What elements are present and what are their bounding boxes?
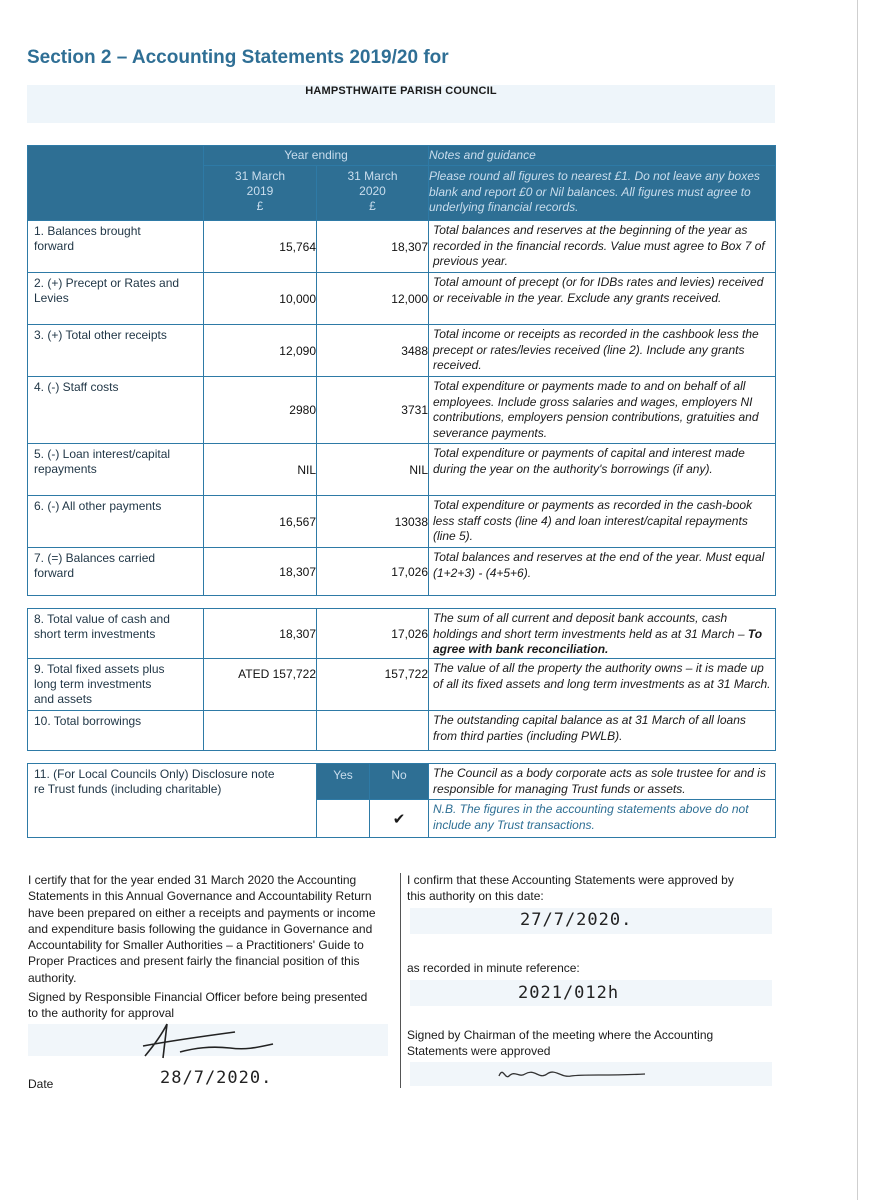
value-2019: 15,764 — [204, 221, 317, 273]
table-row — [28, 273, 776, 325]
value-2019: 12,090 — [204, 325, 317, 377]
value-2019: 18,307 — [204, 548, 317, 596]
row-label: 10. Total borrowings — [28, 711, 204, 751]
tick-icon: ✔ — [392, 810, 406, 828]
confirm-text: I confirm that these Accounting Statements were approved by this authority on this date: — [407, 873, 734, 904]
accounting-statements-table — [27, 145, 776, 596]
table-row — [28, 711, 776, 751]
page-edge — [857, 0, 858, 1200]
minute-reference: 2021/012h — [518, 983, 620, 1003]
value-2020: 3488 — [317, 325, 429, 377]
notes-header: Notes and guidance — [429, 146, 776, 166]
row-label: 5. (-) Loan interest/capital repayments — [28, 444, 204, 496]
table-row — [28, 609, 776, 659]
table-row — [28, 221, 776, 273]
table-row — [28, 659, 776, 711]
value-2019: ATED 157,722 — [204, 659, 317, 711]
value-2020: 18,307 — [317, 221, 429, 273]
row-note: Total income or receipts as recorded in the cashbook less the precept or rates/levies received (line 2). Include any grants received. — [429, 325, 776, 377]
col-2020-header: 31 March 2020 £ — [317, 166, 429, 221]
council-name: HAMPSTHWAITE PARISH COUNCIL — [305, 85, 497, 97]
table-row — [28, 377, 776, 444]
row-label: 4. (-) Staff costs — [28, 377, 204, 444]
assets-table — [27, 608, 776, 751]
chair-label: Signed by Chairman of the meeting where the Accounting Statements were approved — [407, 1028, 714, 1059]
table-row — [28, 496, 776, 548]
value-2019 — [204, 711, 317, 751]
row-label: 9. Total fixed assets plus long term investments and assets — [28, 659, 204, 711]
value-2020: 3731 — [317, 377, 429, 444]
trust-label: 11. (For Local Councils Only) Disclosure note re Trust funds (including charitable) — [28, 764, 317, 838]
chair-signature — [495, 1062, 655, 1086]
no-checkbox[interactable] — [370, 800, 429, 838]
value-2020: 12,000 — [317, 273, 429, 325]
value-2020: 17,026 — [317, 609, 429, 659]
row-label: 2. (+) Precept or Rates and Levies — [28, 273, 204, 325]
notes-guidance: Please round all figures to nearest £1. Do not leave any boxes blank and report £0 or Nil balances. All figures must agree to underlying financial records. — [429, 166, 776, 221]
rfo-date: 28/7/2020. — [160, 1068, 273, 1088]
trust-funds-table — [27, 763, 776, 838]
council-band — [27, 85, 775, 123]
table-row — [28, 325, 776, 377]
row-note-bold: To agree with bank reconciliation. — [433, 626, 763, 656]
row-note: The outstanding capital balance as at 31 March of all loans from third parties (including PWLB). — [429, 711, 776, 751]
row-note: Total expenditure or payments as recorded in the cash-book less staff costs (line 4) and loan interest/capital repayments (line 5). — [429, 496, 776, 548]
minute-label: as recorded in minute reference: — [407, 961, 580, 975]
row-note: Total balances and reserves at the end of the year. Must equal (1+2+3) - (4+5+6). — [429, 548, 776, 596]
header-blank — [28, 146, 204, 221]
row-note: Total expenditure or payments of capital and interest made during the year on the authority's borrowings (if any). — [429, 444, 776, 496]
value-2019: 10,000 — [204, 273, 317, 325]
value-2020 — [317, 711, 429, 751]
row-label: 8. Total value of cash and short term investments — [28, 609, 204, 659]
page-title: Section 2 – Accounting Statements 2019/20 for — [27, 47, 449, 68]
trust-nb-note: N.B. The figures in the accounting statements above do not include any Trust transactions. — [429, 800, 776, 838]
col-2019-header: 31 March 2019 £ — [204, 166, 317, 221]
year-ending-header: Year ending — [204, 146, 429, 166]
yes-checkbox[interactable] — [317, 800, 370, 838]
row-note — [429, 609, 776, 659]
row-note-text: The sum of all current and deposit bank accounts, cash holdings and short term investments held as at 31 March – — [433, 611, 745, 641]
signature-divider — [400, 873, 401, 1088]
certify-text: I certify that for the year ended 31 March 2020 the Accounting Statements in this Annual Governance and Accountability Return have been prepared on either a receipts and payments or income and expenditure basis following the guidance in Governance and Accountability for Smaller Authorities – a Practitioners' Guide to Proper Practices and present fairly the financial position of this authority. — [28, 873, 376, 985]
row-note: Total expenditure or payments made to and on behalf of all employees. Include gross salaries and wages, employers NI contributions, employers pension contributions, gratuities and severance payments. — [429, 377, 776, 444]
trust-note: The Council as a body corporate acts as sole trustee for and is responsible for managing Trust funds or assets. — [429, 764, 776, 800]
row-label: 6. (-) All other payments — [28, 496, 204, 548]
rfo-signature — [135, 1018, 285, 1068]
row-note: Total amount of precept (or for IDBs rates and levies) received or receivable in the year. Exclude any grants received. — [429, 273, 776, 325]
approval-date: 27/7/2020. — [520, 910, 633, 930]
row-label: 7. (=) Balances carried forward — [28, 548, 204, 596]
row-label: 3. (+) Total other receipts — [28, 325, 204, 377]
table-row — [28, 548, 776, 596]
value-2019: 16,567 — [204, 496, 317, 548]
signed-rfo-label: Signed by Responsible Financial Officer before being presented to the authority for approval — [28, 990, 368, 1021]
value-2019: 18,307 — [204, 609, 317, 659]
value-2020: 157,722 — [317, 659, 429, 711]
value-2020: 13038 — [317, 496, 429, 548]
no-header: No — [370, 764, 429, 800]
date-label: Date — [28, 1077, 54, 1091]
yes-header: Yes — [317, 764, 370, 800]
value-2020: 17,026 — [317, 548, 429, 596]
row-label: 1. Balances brought forward — [28, 221, 204, 273]
value-2020: NIL — [317, 444, 429, 496]
table-row — [28, 444, 776, 496]
value-2019: NIL — [204, 444, 317, 496]
row-note: Total balances and reserves at the beginning of the year as recorded in the financial records. Value must agree to Box 7 of previous year. — [429, 221, 776, 273]
value-2019: 2980 — [204, 377, 317, 444]
row-note: The value of all the property the authority owns – it is made up of all its fixed assets and long term investments as at 31 March. — [429, 659, 776, 711]
